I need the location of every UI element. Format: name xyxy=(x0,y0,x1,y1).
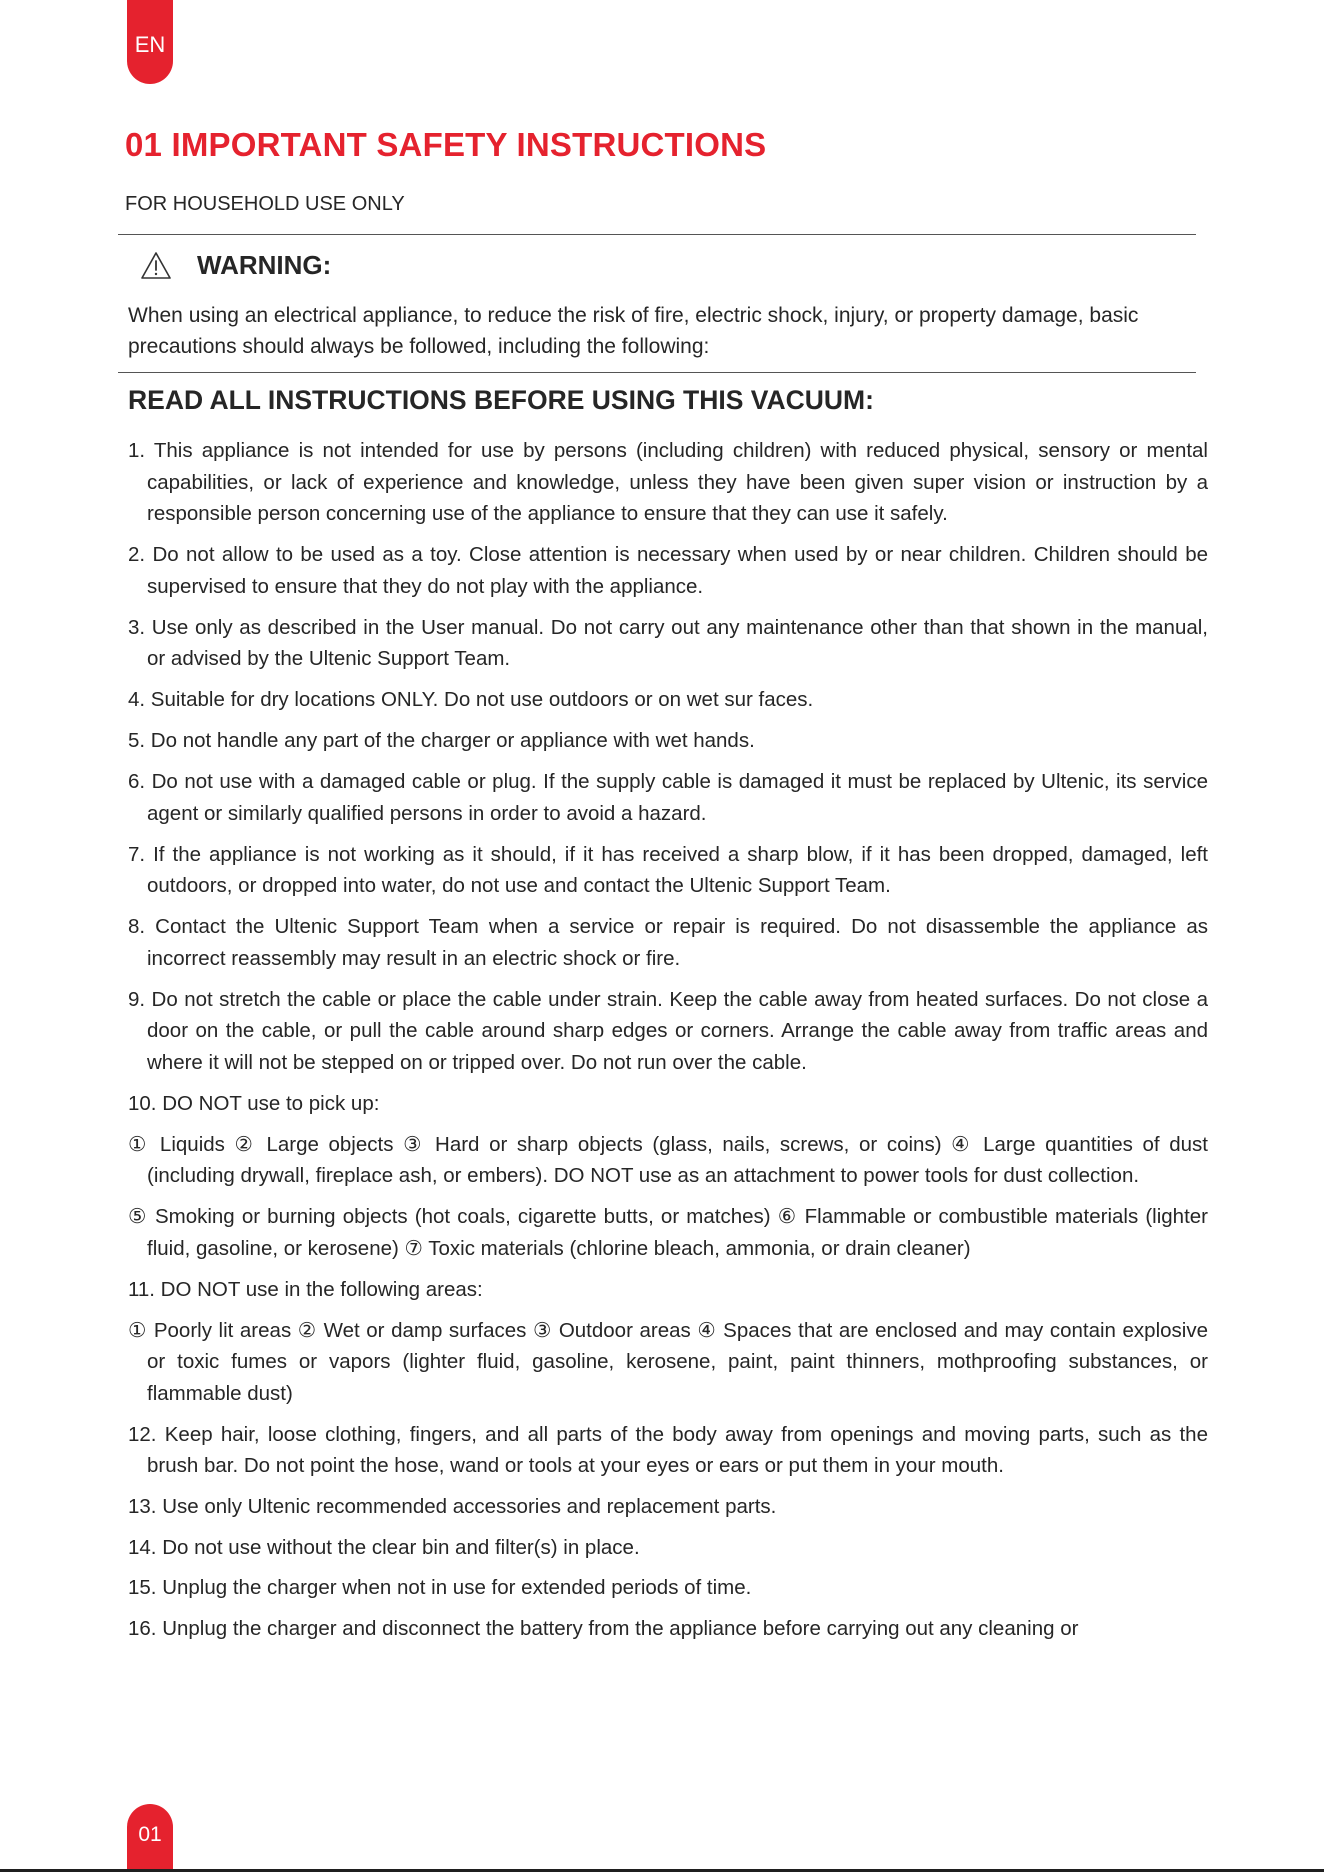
instruction-item: 2. Do not allow to be used as a toy. Close attention is necessary when used by or near children. Children should be supervised to ensure that they do not play with the appliance. xyxy=(128,543,1208,598)
warning-text: When using an electrical appliance, to reduce the risk of fire, electric shock, injury, or property damage, basic precautions should always be followed, including the following: xyxy=(128,304,1139,358)
instruction-subitem: ① Liquids ② Large objects ③ Hard or sharp objects (glass, nails, screws, or coins) ④ Large quantities of dust (including drywall, fireplace ash, or embers). DO NOT use as an attachment to power tools for dust collection. xyxy=(128,1132,1208,1187)
warning-triangle-icon xyxy=(140,251,172,281)
language-tab: EN xyxy=(127,0,173,84)
instruction-item: 6. Do not use with a damaged cable or plug. If the supply cable is damaged it must be replaced by Ultenic, its service agent or similarly qualified persons in order to avoid a hazard. xyxy=(128,770,1208,825)
instruction-item: 9. Do not stretch the cable or place the cable under strain. Keep the cable away from heated surfaces. Do not close a door on the cable, or pull the cable around sharp edges or corners. Arrange the cable away from traffic areas and where it will not be stepped on or tripped over. Do not run over the cable. xyxy=(128,987,1208,1074)
page-number: 01 xyxy=(127,1804,173,1872)
read-instructions-heading: READ ALL INSTRUCTIONS BEFORE USING THIS VACUUM: xyxy=(128,385,874,415)
subtitle: FOR HOUSEHOLD USE ONLY xyxy=(125,193,405,215)
instruction-item: 12. Keep hair, loose clothing, fingers, and all parts of the body away from openings and moving parts, such as the brush bar. Do not point the hose, wand or tools at your eyes or ears or put them in your mouth. xyxy=(128,1422,1208,1477)
instruction-item: 7. If the appliance is not working as it should, if it has received a sharp blow, if it has been dropped, damaged, left outdoors, or dropped into water, do not use and contact the Ultenic Support Team. xyxy=(128,842,1208,897)
instruction-item: 5. Do not handle any part of the charger or appliance with wet hands. xyxy=(128,729,755,752)
divider-bottom xyxy=(118,372,1196,373)
instruction-item: 8. Contact the Ultenic Support Team when a service or repair is required. Do not disassemble the appliance as incorrect reassembly may result in an electric shock or fire. xyxy=(128,915,1208,970)
instruction-item: 16. Unplug the charger and disconnect the battery from the appliance before carrying out any cleaning or xyxy=(128,1616,1079,1640)
page-title: 01 IMPORTANT SAFETY INSTRUCTIONS xyxy=(125,126,767,163)
instruction-item: 15. Unplug the charger when not in use for extended periods of time. xyxy=(128,1576,752,1599)
divider-top xyxy=(118,234,1196,235)
instruction-item: 10. DO NOT use to pick up: xyxy=(128,1091,380,1115)
instruction-subitem: ⑤ Smoking or burning objects (hot coals, cigarette butts, or matches) ⑥ Flammable or combustible materials (lighter fluid, gasoline, or kerosene) ⑦ Toxic materials (chlorine bleach, ammonia, or drain cleaner) xyxy=(128,1205,1208,1260)
instruction-item: 4. Suitable for dry locations ONLY. Do not use outdoors or on wet sur faces. xyxy=(128,688,814,711)
instruction-list xyxy=(128,435,1208,1653)
instruction-item: 11. DO NOT use in the following areas: xyxy=(128,1277,483,1301)
instruction-item: 14. Do not use without the clear bin and filter(s) in place. xyxy=(128,1535,640,1559)
instruction-item: 13. Use only Ultenic recommended accessories and replacement parts. xyxy=(128,1495,777,1518)
instruction-item: 1. This appliance is not intended for use by persons (including children) with reduced physical, sensory or mental capabilities, or lack of experience and knowledge, unless they have been given super vision or instruction by a responsible person concerning use of the appliance to ensure that they can use it safely. xyxy=(128,439,1208,525)
instruction-item: 3. Use only as described in the User manual. Do not carry out any maintenance other than that shown in the manual, or advised by the Ultenic Support Team. xyxy=(128,615,1208,670)
instruction-subitem: ① Poorly lit areas ② Wet or damp surfaces ③ Outdoor areas ④ Spaces that are enclosed and may contain explosive or toxic fumes or vapors (lighter fluid, gasoline, kerosene, paint, paint thinners, mothproofing substances, or flammable dust) xyxy=(128,1318,1208,1405)
warning-heading: WARNING: xyxy=(197,250,332,280)
warning-header xyxy=(140,250,331,281)
